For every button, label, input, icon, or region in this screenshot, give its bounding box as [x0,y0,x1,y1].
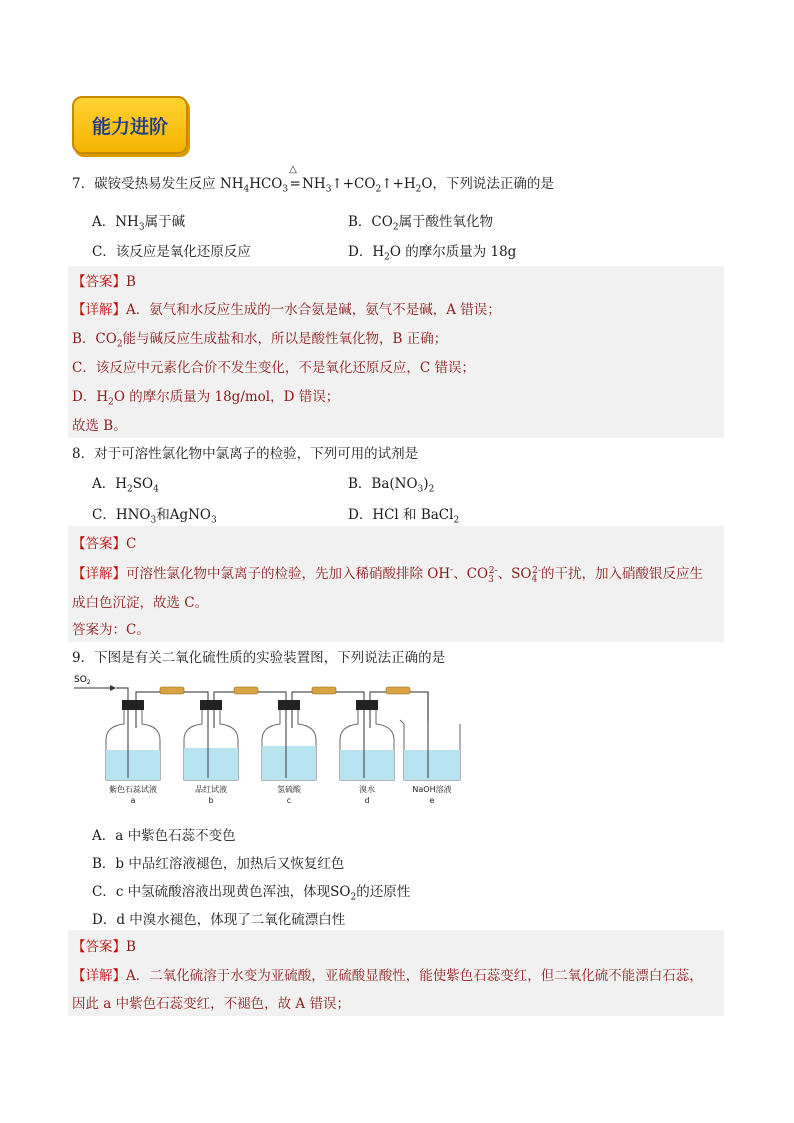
q7-detail-4: D．$H_2O$ 的摩尔质量为 18g/mol，D 错误； [72,389,340,408]
q8-option-c: C．$HNO_3$和AgNO$_3$ [92,507,217,526]
bottle-b [184,700,238,780]
q8-answer: 【答案】C [72,536,137,552]
q7-stem: 7．碳铵受热易发生反应 $NH_4HCO_3$ △ $=NH_3↑+CO_2↑+H_2O$，下列说法正确的是 [72,164,554,195]
q7-answer: 【答案】B [72,274,136,290]
bottle-c [262,700,316,780]
so2-inlet-label: $SO_2$ [74,675,91,686]
q7-detail-3: C．该反应中元素化合价不发生变化，不是氧化还原反应，C 错误； [72,360,475,376]
q8-detail-1: 【详解】可溶性氯化物中氯离子的检验，先加入稀硝酸排除 OH-、$CO_3^{2-}$、$SO_4^{2-}$的干扰，加入硝酸银反应生 [72,565,703,585]
q7-option-a: A．$NH_3$属于碱 [92,214,186,233]
bottle-d-letter: d [364,796,370,805]
q7-option-d: D．$H_2O$ 的摩尔质量为 18g [348,244,517,263]
q7-detail-5: 故选 B。 [72,418,127,434]
bottle-b-letter: b [208,796,214,805]
q9-detail-1: 【详解】A．二氧化硫溶于水变为亚硫酸，亚硫酸显酸性，能使紫色石蕊变红，但二氧化硫不能漂白石蕊， [72,968,703,984]
q7-option-c: C．该反应是氧化还原反应 [92,244,251,260]
beaker-e-label: NaOH溶液 [412,785,452,794]
q9-option-c: C．c 中氢硫酸溶液出现黄色浑浊，体现$SO_2$的还原性 [92,884,411,903]
q9-option-d: D．d 中溴水褪色，体现了二氧化硫漂白性 [92,912,346,928]
bottle-a [106,700,160,780]
beaker-e-letter: e [429,796,435,805]
q7-detail-2: B．$CO_2$能与碱反应生成盐和水，所以是酸性氧化物，B 正确； [72,331,448,350]
q8-detail-2: 成白色沉淀，故选 C。 [72,595,209,611]
q9-option-a: A．a 中紫色石蕊不变色 [92,828,236,844]
section-badge: 能力进阶 [72,96,188,154]
q8-option-a: A．$H_2SO_4$ [92,476,159,495]
q8-stem: 8．对于可溶性氯化物中氯离子的检验，下列可用的试剂是 [72,446,419,462]
bottle-d [340,700,394,780]
q9-answer: 【答案】B [72,939,136,955]
q8-option-b: B．$Ba(NO_3)_2$ [348,476,435,495]
so2-apparatus-diagram [68,668,468,810]
q7-answer-box [68,266,724,438]
q8-detail-3: 答案为：C。 [72,622,150,638]
q9-detail-2: 因此 a 中紫色石蕊变红，不褪色，故 A 错误； [72,996,350,1012]
beaker-e [400,692,460,780]
q7-detail-1: 【详解】A．氨气和水反应生成的一水合氨是碱，氨气不是碱，A 错误； [72,302,501,318]
q8-option-d: D．HCl 和 BaCl$_2$ [348,507,460,526]
bottle-c-letter: c [286,796,292,805]
bottle-b-label: 品红试液 [195,785,227,794]
q9-option-b: B．b 中品红溶液褪色，加热后又恢复红色 [92,856,345,872]
bottle-c-label: 氢硫酸 [277,785,301,794]
q7-option-b: B．$CO_2$属于酸性氧化物 [348,214,494,233]
bottle-a-letter: a [130,796,136,805]
bottle-a-label: 紫色石蕊试液 [109,785,157,794]
q9-stem: 9．下图是有关二氧化硫性质的实验装置图，下列说法正确的是 [72,650,446,666]
heat-symbol: △ [289,164,297,175]
bottle-d-label: 溴水 [359,785,375,794]
